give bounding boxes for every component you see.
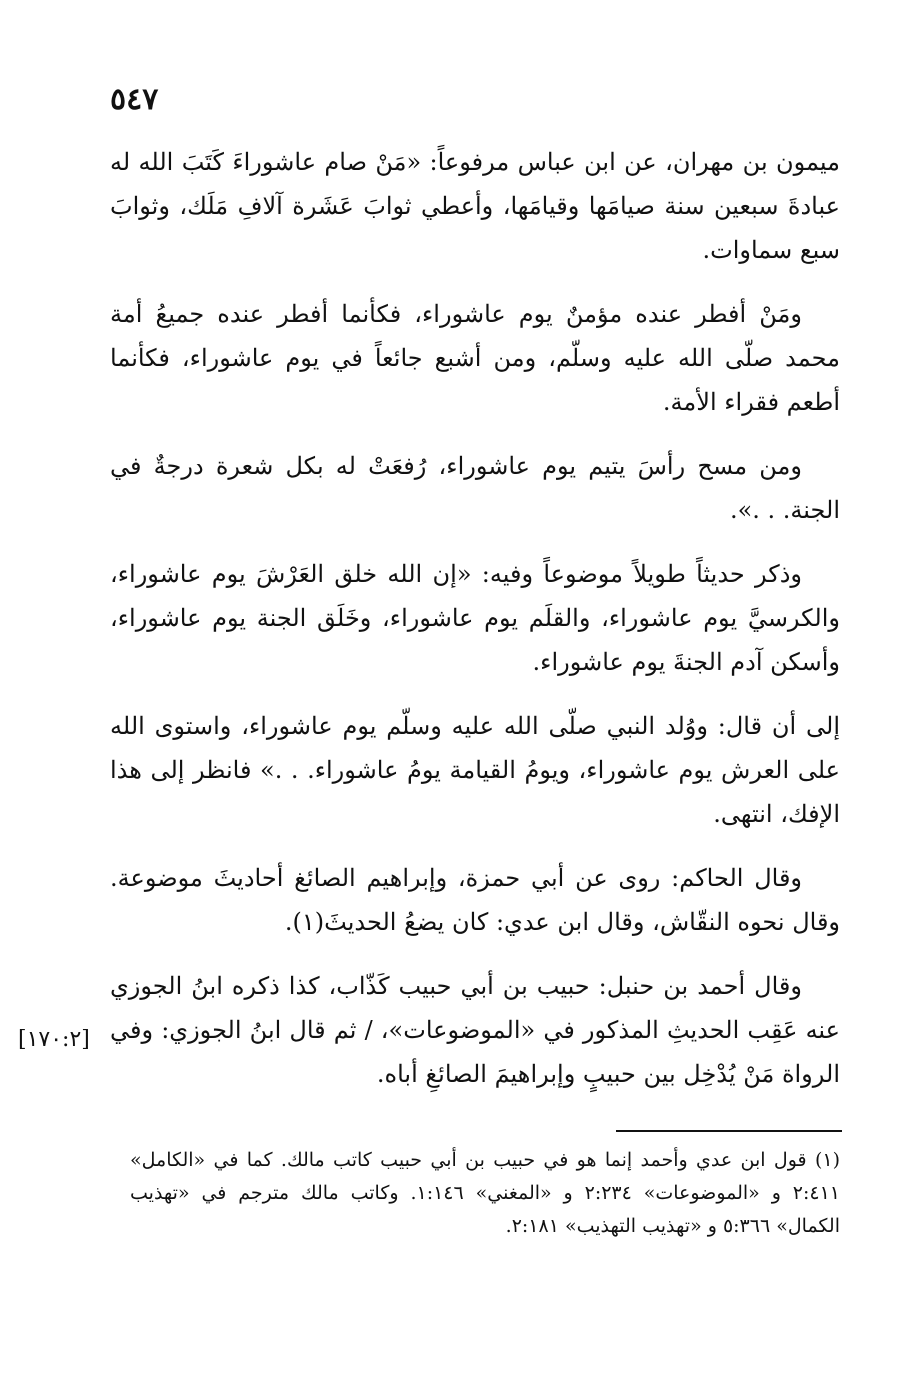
paragraph-2: ومَنْ أفطر عنده مؤمنٌ يوم عاشوراء، فكأنما أفطر عنده جميعُ أمة محمد صلّى الله عليه وسلّم، ومن أشبع جائعاً في يوم عاشوراء، فكأنما أطعم فقراء الأمة.	[110, 300, 840, 416]
footnotes	[130, 1144, 840, 1243]
paragraph-3: ومن مسح رأسَ يتيم يوم عاشوراء، رُفعَتْ له بكل شعرة درجةٌ في الجنة. . .».	[110, 452, 840, 524]
paragraph-4: وذكر حديثاً طويلاً موضوعاً وفيه: «إن الله خلق العَرْشَ يوم عاشوراء، والكرسيَّ يوم عاشوراء، والقلَم يوم عاشوراء، وخَلَق الجنة يوم عاشوراء، وأسكن آدم الجنةَ يوم عاشوراء.	[110, 560, 840, 676]
footnote-1: (١) قول ابن عدي وأحمد إنما هو في حبيب بن أبي حبيب كاتب مالك. كما في «الكامل» ٢:٤١١ و «الموضوعات» ٢:٢٣٤ و «المغني» ١:١٤٦. وكاتب مالك مترجم في «تهذيب الكمال» ٥:٣٦٦ و «تهذيب التهذيب» ٢:١٨١.	[130, 1149, 840, 1237]
paragraph-7: وقال أحمد بن حنبل: حبيب بن أبي حبيب كَذّاب، كذا ذكره ابنُ الجوزي عنه عَقِب الحديثِ المذكور في «الموضوعات»، / ثم قال ابنُ الجوزي: وفي الرواة مَنْ يُدْخِل بين حبيبٍ وإبراهيمَ الصائغِ أباه.	[110, 972, 840, 1088]
margin-reference: [١٧٠:٢]	[18, 1027, 90, 1052]
page-number: ٥٤٧	[110, 82, 159, 117]
footnote-divider	[616, 1130, 842, 1132]
paragraph-5: إلى أن قال: ووُلد النبي صلّى الله عليه وسلّم يوم عاشوراء، واستوى الله على العرش يوم عاشوراء، ويومُ القيامة يومُ عاشوراء. . .» فانظر إلى هذا الإفك، انتهى.	[110, 712, 840, 828]
main-text	[110, 140, 840, 1116]
paragraph-1: ميمون بن مهران، عن ابن عباس مرفوعاً: «مَنْ صام عاشوراءَ كَتَبَ الله له عبادةَ سبعين سنة صيامَها وقيامَها، وأعطي ثوابَ عَشَرة آلافِ مَلَك، وثوابَ سبع سماوات.	[110, 148, 840, 264]
paragraph-6: وقال الحاكم: روى عن أبي حمزة، وإبراهيم الصائغ أحاديثَ موضوعة. وقال نحوه النقّاش، وقال ابن عدي: كان يضعُ الحديثَ(١).	[110, 864, 840, 936]
